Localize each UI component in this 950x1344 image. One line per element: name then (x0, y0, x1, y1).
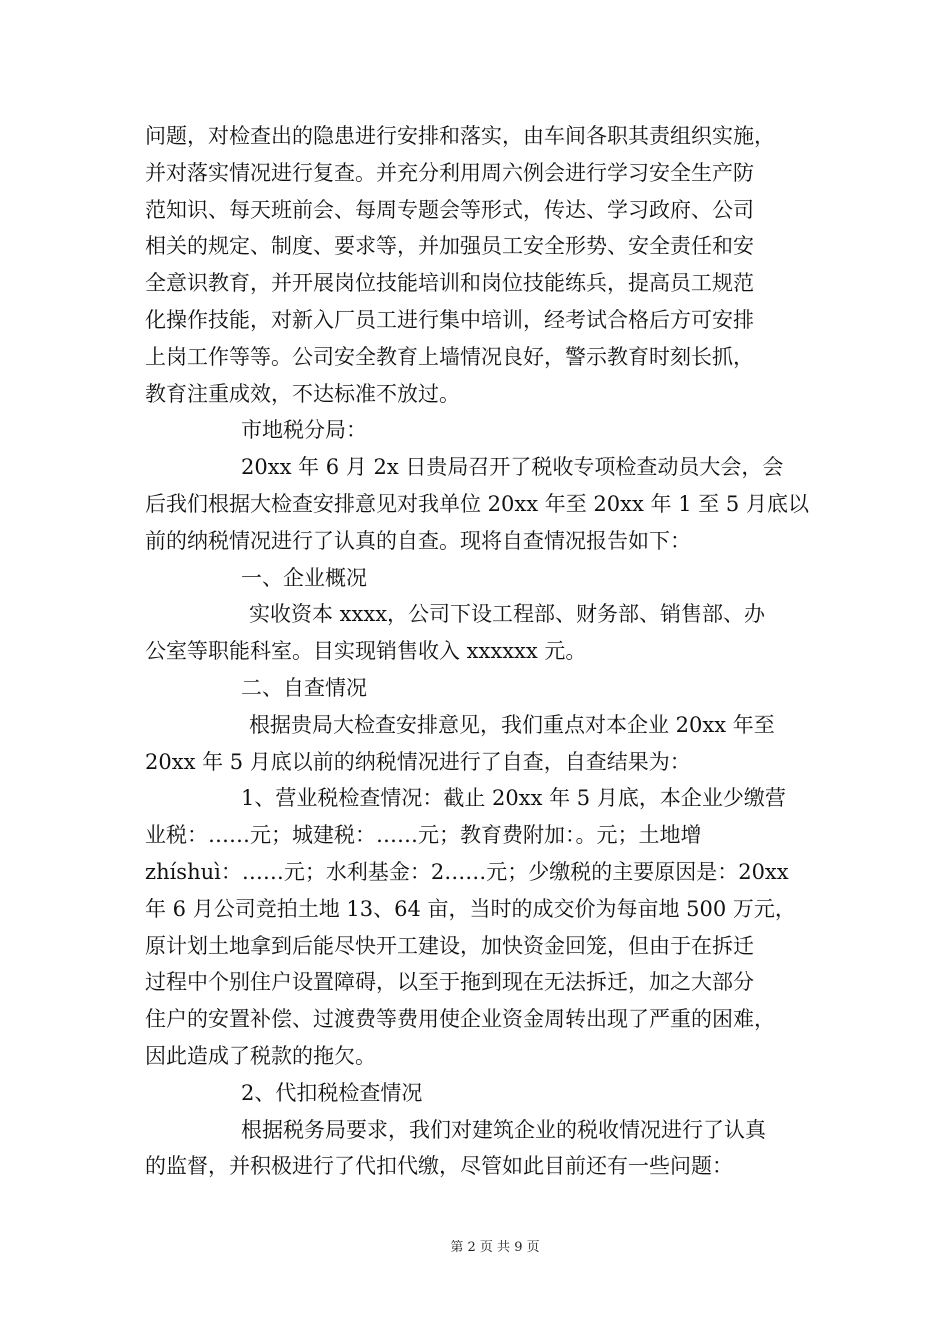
text-line: 因此造成了税款的拖欠。 (145, 1043, 376, 1068)
text-line: zhíshuì：……元；水利基金：2……元；少缴税的主要原因是：20xx (145, 859, 789, 884)
text-line: 业税：……元；城建税：……元；教育费附加：。元；土地增 (145, 823, 702, 848)
text-line: 并对落实情况进行复查。并充分利用周六例会进行学习安全生产防 (145, 160, 754, 185)
page-footer: 第 2 页 共 9 页 (450, 1240, 540, 1255)
section-heading: 二、自查情况 (241, 675, 367, 700)
text-line: 原计划土地拿到后能尽快开工建设，加快资金回笼，但由于在拆迁 (145, 933, 754, 958)
document-body (145, 118, 815, 1185)
text-line: 上岗工作等等。公司安全教育上墙情况良好，警示教育时刻长抓， (145, 344, 754, 369)
section-heading: 一、企业概况 (241, 565, 367, 590)
text-line: 教育注重成效，不达标准不放过。 (145, 381, 460, 406)
text-line: 化操作技能，对新入厂员工进行集中培训，经考试合格后方可安排 (145, 307, 754, 332)
text-line: 1、营业税检查情况：截止 20xx 年 5 月底，本企业少缴营 (241, 786, 786, 811)
text-line: 20xx 年 5 月底以前的纳税情况进行了自查，自查结果为： (145, 749, 691, 774)
text-line: 根据税务局要求，我们对建筑企业的税收情况进行了认真 (241, 1117, 766, 1142)
text-line: 前的纳税情况进行了认真的自查。现将自查情况报告如下： (145, 528, 691, 553)
text-line: 的监督，并积极进行了代扣代缴，尽管如此目前还有一些问题： (145, 1154, 733, 1179)
text-line: 住户的安置补偿、过渡费等费用使企业资金周转出现了严重的困难， (145, 1007, 775, 1032)
salutation: 市地税分局： (241, 418, 367, 443)
text-line: 过程中个别住户设置障碍，以至于拖到现在无法拆迁，加之大部分 (145, 970, 754, 995)
section-heading: 2、代扣税检查情况 (241, 1080, 423, 1105)
text-line: 年 6 月公司竞拍土地 13、64 亩，当时的成交价为每亩地 500 万元， (145, 896, 796, 921)
text-line: 根据贵局大检查安排意见，我们重点对本企业 20xx 年至 (249, 712, 775, 737)
text-line: 相关的规定、制度、要求等，并加强员工安全形势、安全责任和安 (145, 234, 754, 259)
text-line: 问题，对检查出的隐患进行安排和落实，由车间各职其责组织实施， (145, 124, 775, 148)
text-line: 全意识教育，并开展岗位技能培训和岗位技能练兵，提高员工规范 (145, 271, 754, 296)
text-line: 实收资本 xxxx，公司下设工程部、财务部、销售部、办 (249, 602, 766, 627)
text-line: 范知识、每天班前会、每周专题会等形式，传达、学习政府、公司 (145, 197, 754, 222)
text-line: 20xx 年 6 月 2x 日贵局召开了税收专项检查动员大会，会 (241, 455, 784, 480)
text-line: 后我们根据大检查安排意见对我单位 20xx 年至 20xx 年 1 至 5 月底以 (145, 491, 809, 516)
text-line: 公室等职能科室。目实现销售收入 xxxxxx 元。 (145, 639, 587, 664)
